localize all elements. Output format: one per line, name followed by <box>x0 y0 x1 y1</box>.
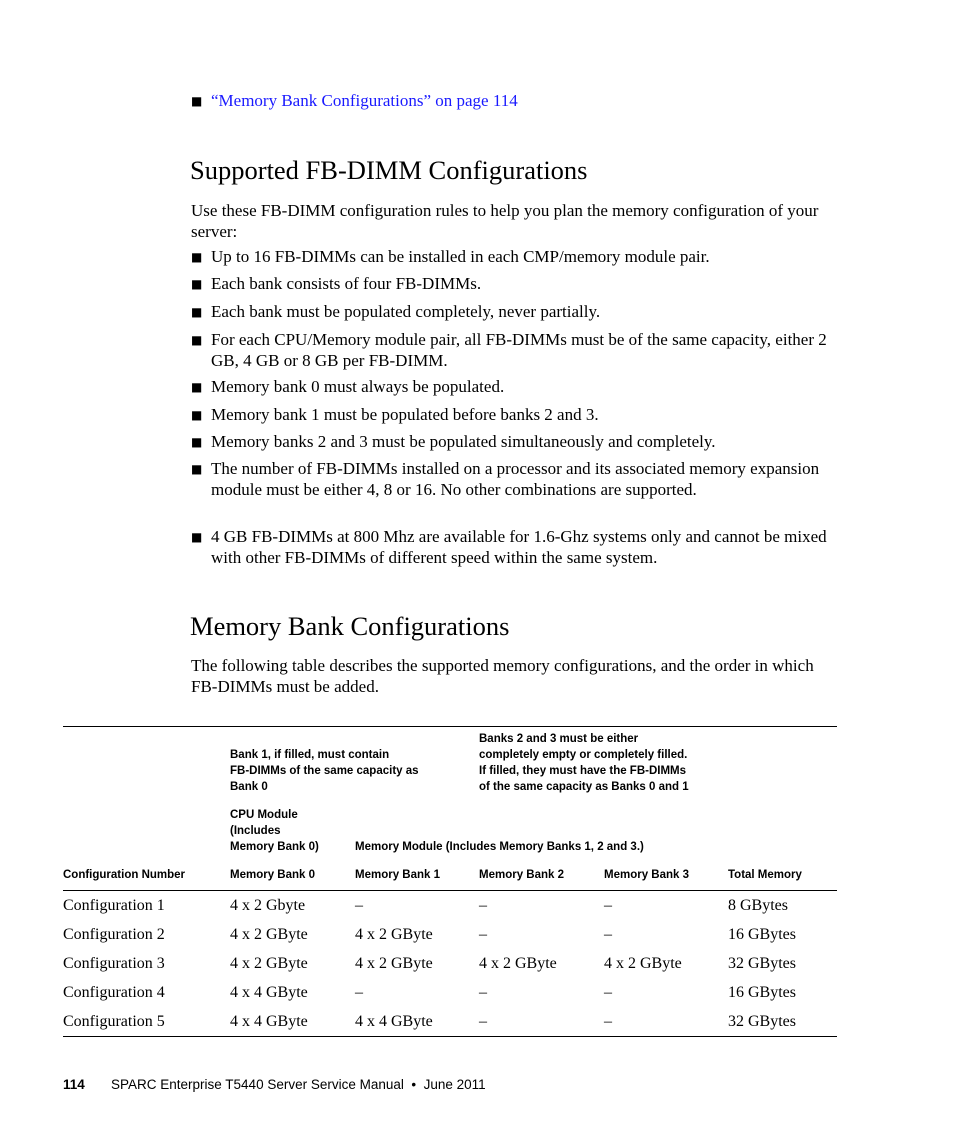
section-intro-paragraph: The following table describes the supported memory configurations, and the order in which FB-DIMMs must be added. <box>191 656 814 696</box>
table-cell: 4 x 2 Gbyte <box>230 897 306 914</box>
table-cell: 32 GBytes <box>728 1013 796 1030</box>
bullet-marker: ■ <box>191 408 203 422</box>
table-cell: – <box>604 926 612 943</box>
table-bottom-rule <box>63 1036 837 1037</box>
bullet-marker: ■ <box>191 462 203 476</box>
section-title-memory-bank-configurations: Memory Bank Configurations <box>190 611 510 641</box>
table-cell: 16 GBytes <box>728 926 796 943</box>
bank1-note: Bank 1, if filled, must contain FB-DIMMs of the same capacity as Bank 0 <box>230 749 419 793</box>
table-cell: 4 x 4 GByte <box>230 984 308 1001</box>
table-cell: Configuration 1 <box>63 897 165 914</box>
table-cell: – <box>604 1013 612 1030</box>
table-top-rule <box>63 726 837 727</box>
bullet-marker: ■ <box>191 530 203 544</box>
column-header: Memory Bank 3 <box>604 869 690 881</box>
rule-list-item: Memory bank 0 must always be populated. <box>211 377 505 396</box>
column-header: Memory Bank 1 <box>355 869 441 881</box>
table-cell: – <box>355 897 363 914</box>
table-cell: Configuration 5 <box>63 1013 165 1030</box>
bullet-marker: ■ <box>191 94 203 108</box>
cpu-module-group-header: CPU Module (Includes Memory Bank 0) <box>230 809 319 853</box>
bullet-marker: ■ <box>191 333 203 347</box>
memory-bank-configurations-link[interactable]: “Memory Bank Configurations” on page 114 <box>211 91 518 110</box>
section-intro-paragraph: Use these FB-DIMM configuration rules to help you plan the memory configuration of your server: <box>191 201 819 241</box>
rule-list-item: Up to 16 FB-DIMMs can be installed in each CMP/memory module pair. <box>211 247 710 266</box>
table-cell: Configuration 2 <box>63 926 165 943</box>
bullet-marker: ■ <box>191 380 203 394</box>
table-cell: – <box>479 1013 487 1030</box>
table-cell: 32 GBytes <box>728 955 796 972</box>
table-cell: – <box>479 984 487 1001</box>
banks23-note: Banks 2 and 3 must be either completely empty or completely filled. If filled, they must have the FB-DIMMs of the same capacity as Banks 0 and 1 <box>479 733 689 793</box>
table-cell: 16 GBytes <box>728 984 796 1001</box>
table-cell: Configuration 3 <box>63 955 165 972</box>
rule-list-item: Each bank must be populated completely, never partially. <box>211 302 601 321</box>
table-cell: 8 GBytes <box>728 897 788 914</box>
column-header: Configuration Number <box>63 869 186 881</box>
memory-module-group-header: Memory Module (Includes Memory Banks 1, 2 and 3.) <box>355 841 644 853</box>
column-header: Total Memory <box>728 869 802 881</box>
table-header-rule <box>63 890 837 891</box>
table-cell: – <box>604 897 612 914</box>
column-header: Memory Bank 0 <box>230 869 316 881</box>
bullet-marker: ■ <box>191 435 203 449</box>
table-cell: 4 x 2 GByte <box>355 926 433 943</box>
rule-list-item: Each bank consists of four FB-DIMMs. <box>211 274 482 293</box>
bullet-marker: ■ <box>191 305 203 319</box>
table-cell: – <box>355 984 363 1001</box>
rule-list-item: The number of FB-DIMMs installed on a processor and its associated memory expansion module must be either 4, 8 or 16. No other combinations are supported. <box>211 459 820 499</box>
table-cell: Configuration 4 <box>63 984 165 1001</box>
table-cell: 4 x 2 GByte <box>604 955 682 972</box>
table-cell: 4 x 2 GByte <box>230 955 308 972</box>
table-cell: 4 x 2 GByte <box>479 955 557 972</box>
table-cell: – <box>604 984 612 1001</box>
rule-list-item: For each CPU/Memory module pair, all FB-DIMMs must be of the same capacity, either 2 GB, 4 GB or 8 GB per FB-DIMM. <box>211 330 827 370</box>
table-cell: 4 x 4 GByte <box>230 1013 308 1030</box>
section-title-supported-fb-dimm: Supported FB-DIMM Configurations <box>190 155 588 185</box>
rule-list-item: Memory bank 1 must be populated before banks 2 and 3. <box>211 405 599 424</box>
table-cell: – <box>479 926 487 943</box>
column-header: Memory Bank 2 <box>479 869 565 881</box>
table-cell: 4 x 2 GByte <box>230 926 308 943</box>
page-number: 114 <box>63 1077 85 1092</box>
table-cell: – <box>479 897 487 914</box>
table-cell: 4 x 2 GByte <box>355 955 433 972</box>
table-cell: 4 x 4 GByte <box>355 1013 433 1030</box>
rule-list-item: Memory banks 2 and 3 must be populated simultaneously and completely. <box>211 432 716 451</box>
footer-manual-title: SPARC Enterprise T5440 Server Service Manual • June 2011 <box>111 1077 486 1092</box>
bullet-marker: ■ <box>191 250 203 264</box>
rule-list-item: 4 GB FB-DIMMs at 800 Mhz are available for 1.6-Ghz systems only and cannot be mixed with other FB-DIMMs of different speed within the same system. <box>211 527 827 567</box>
bullet-marker: ■ <box>191 277 203 291</box>
